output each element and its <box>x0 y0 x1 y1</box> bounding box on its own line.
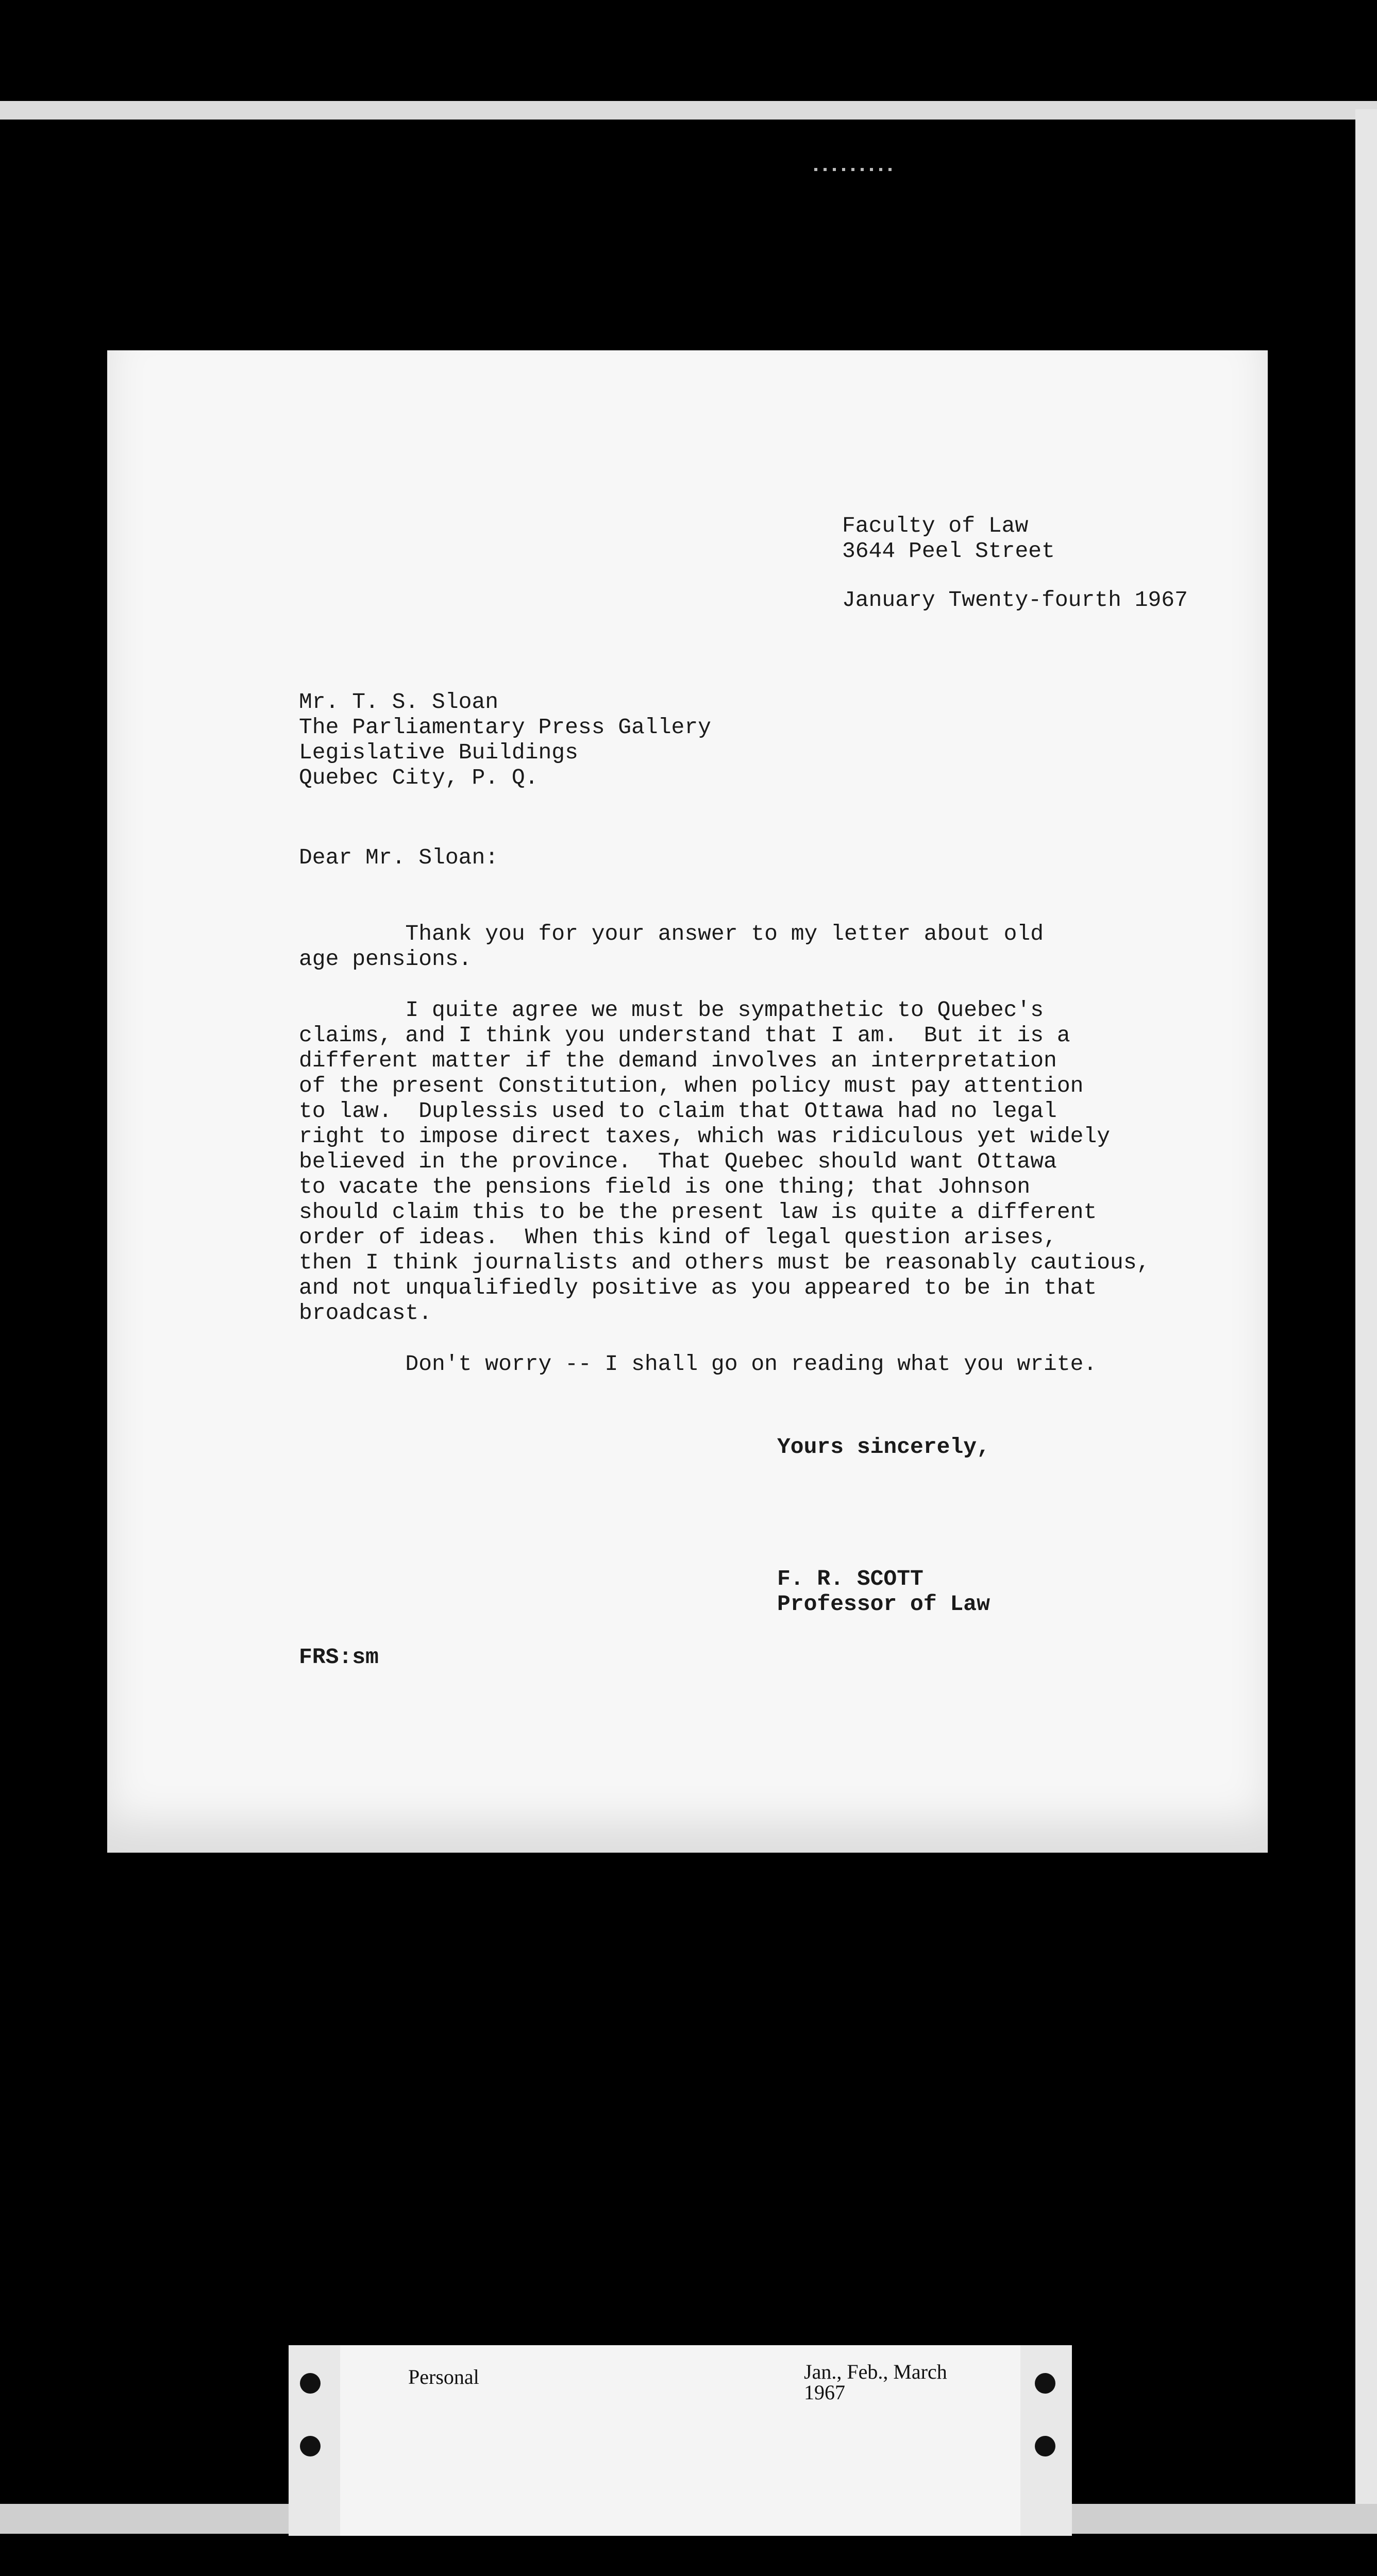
body-line: broadcast. <box>299 1300 432 1326</box>
return-address-line: Faculty of Law <box>842 513 1029 538</box>
body-line: right to impose direct taxes, which was ridiculous yet widely <box>299 1124 1111 1149</box>
film-dust <box>814 168 897 171</box>
body-line: Don't worry -- I shall go on reading what you write. <box>299 1351 1097 1377</box>
paragraph <box>299 1351 1257 1377</box>
punch-hole-icon <box>1035 2436 1055 2456</box>
microfilm-index-label <box>289 2345 1072 2536</box>
body-line: order of ideas. When this kind of legal question arises, <box>299 1225 1057 1250</box>
recipient-line: Mr. T. S. Sloan <box>299 689 499 715</box>
reference-initials <box>299 1645 379 1670</box>
label-category: Personal <box>408 2365 479 2388</box>
signer-name: F. R. SCOTT <box>777 1566 923 1591</box>
body-line: different matter if the demand involves an interpretation <box>299 1048 1057 1073</box>
body-line: claims, and I think you understand that I am. But it is a <box>299 1023 1070 1048</box>
letter-date <box>842 587 1188 613</box>
body-line: age pensions. <box>299 946 472 972</box>
return-address-line: 3644 Peel Street <box>842 538 1055 564</box>
signature-block <box>777 1566 990 1617</box>
body-line: of the present Constitution, when policy must pay attention <box>299 1073 1084 1098</box>
paragraph <box>299 997 1257 1326</box>
label-period <box>804 2362 947 2403</box>
body-line: then I think journalists and others must be reasonably cautious, <box>299 1250 1150 1275</box>
body-line: should claim this to be the present law is quite a different <box>299 1199 1097 1225</box>
letter-body <box>299 921 1257 1402</box>
punch-hole-icon <box>300 2436 321 2456</box>
body-line: to vacate the pensions field is one thing; that Johnson <box>299 1174 1031 1199</box>
initials-text: FRS:sm <box>299 1645 379 1670</box>
punch-hole-icon <box>300 2373 321 2394</box>
film-top-strip <box>0 101 1377 120</box>
salutation-text: Dear Mr. Sloan: <box>299 845 499 870</box>
recipient-line: The Parliamentary Press Gallery <box>299 715 711 740</box>
return-address <box>842 513 1055 564</box>
closing-text: Yours sincerely, <box>777 1434 990 1460</box>
paragraph <box>299 921 1257 972</box>
recipient-line: Legislative Buildings <box>299 740 578 765</box>
body-line: believed in the province. That Quebec should want Ottawa <box>299 1149 1057 1174</box>
punch-hole-icon <box>1035 2373 1055 2394</box>
body-line: Thank you for your answer to my letter about old <box>299 921 1044 946</box>
body-line: to law. Duplessis used to claim that Ottawa had no legal <box>299 1098 1057 1124</box>
complimentary-close <box>777 1434 990 1460</box>
recipient-address <box>299 689 711 790</box>
label-period-line: 1967 <box>804 2381 845 2404</box>
letter-page <box>107 350 1268 1853</box>
body-line: and not unqualifiedly positive as you appeared to be in that <box>299 1275 1097 1300</box>
signer-title: Professor of Law <box>777 1591 990 1617</box>
letter-date-text: January Twenty-fourth 1967 <box>842 587 1188 613</box>
label-period-line: Jan., Feb., March <box>804 2360 947 2383</box>
recipient-line: Quebec City, P. Q. <box>299 765 539 790</box>
film-right-edge <box>1355 109 1377 2531</box>
salutation <box>299 845 498 870</box>
body-line: I quite agree we must be sympathetic to Quebec's <box>299 997 1044 1023</box>
